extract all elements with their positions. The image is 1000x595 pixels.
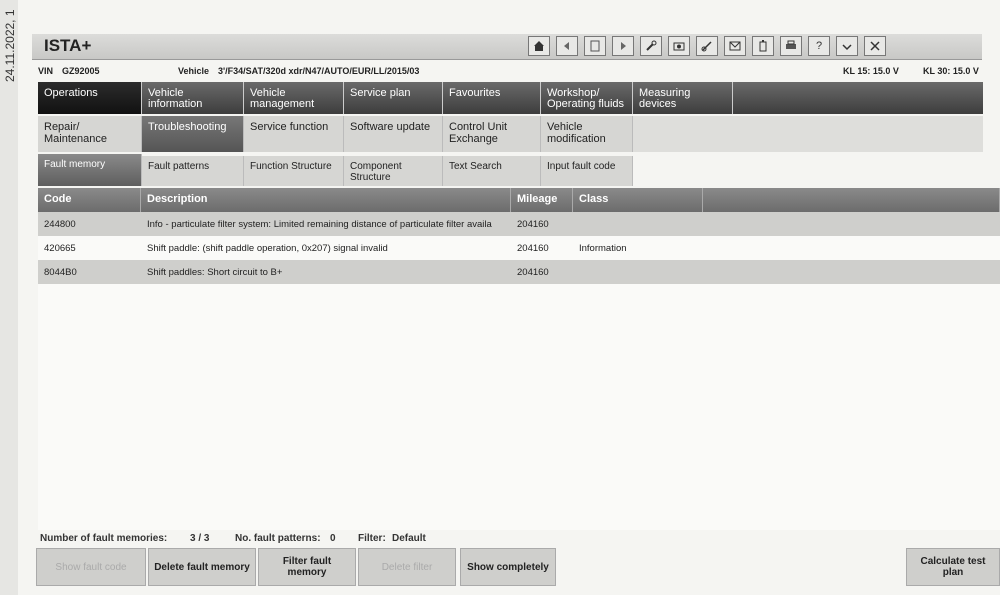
kl15-voltage: KL 15: 15.0 V — [843, 66, 899, 76]
wrench-icon[interactable] — [640, 36, 662, 56]
tab-workshop-operating-fluids[interactable]: Workshop/ Operating fluids — [541, 82, 633, 114]
email-icon[interactable] — [724, 36, 746, 56]
cell-mileage: 204160 — [517, 266, 549, 278]
tab-measuring-devices[interactable]: Measuring devices — [633, 82, 733, 114]
header-filler — [703, 188, 1000, 212]
cell-code: 244800 — [44, 218, 76, 230]
vehicle-value: 3'/F34/SAT/320d xdr/N47/AUTO/EUR/LL/2015/03 — [218, 66, 420, 76]
kl30-voltage: KL 30: 15.0 V — [923, 66, 979, 76]
tab-fault-memory[interactable]: Fault memory — [38, 154, 142, 186]
tab-control-unit-exchange[interactable]: Control Unit Exchange — [443, 116, 541, 152]
table-row[interactable] — [38, 236, 1000, 260]
vehicle-label: Vehicle — [178, 66, 210, 76]
filter-fault-memory-button[interactable]: Filter fault memory — [258, 548, 356, 586]
subnav-filler — [633, 116, 983, 152]
home-icon[interactable] — [528, 36, 550, 56]
cell-mileage: 204160 — [517, 242, 549, 254]
forward-icon[interactable] — [612, 36, 634, 56]
nav-filler — [733, 82, 983, 114]
tab-operations[interactable]: Operations — [38, 82, 142, 114]
vin-value: GZ92005 — [62, 66, 100, 76]
vin-label: VIN — [38, 66, 54, 76]
print-icon[interactable] — [780, 36, 802, 56]
tab-fault-patterns[interactable]: Fault patterns — [142, 156, 244, 186]
help-icon[interactable]: ? — [808, 36, 830, 56]
calculate-test-plan-button[interactable]: Calculate test plan — [906, 548, 1000, 586]
tab-input-fault-code[interactable]: Input fault code — [541, 156, 633, 186]
cell-description: Shift paddles: Short circuit to B+ — [147, 266, 283, 278]
header-mileage[interactable]: Mileage — [511, 188, 573, 212]
back-icon[interactable] — [556, 36, 578, 56]
ista-window — [18, 0, 1000, 595]
delete-filter-button[interactable]: Delete filter — [358, 548, 456, 586]
tab-vehicle-modification[interactable]: Vehicle modification — [541, 116, 633, 152]
tab-vehicle-information[interactable]: Vehicle information — [142, 82, 244, 114]
tab-service-function[interactable]: Service function — [244, 116, 344, 152]
delete-fault-memory-button[interactable]: Delete fault memory — [148, 548, 256, 586]
tab-repair-maintenance[interactable]: Repair/ Maintenance — [38, 116, 142, 152]
show-fault-code-button[interactable]: Show fault code — [36, 548, 146, 586]
document-icon[interactable] — [584, 36, 606, 56]
tab-favourites[interactable]: Favourites — [443, 82, 541, 114]
fault-patterns-label: No. fault patterns: — [235, 533, 321, 544]
connect-icon[interactable] — [696, 36, 718, 56]
tab-component-structure[interactable]: Component Structure — [344, 156, 443, 186]
fault-count-value: 3 / 3 — [190, 533, 210, 544]
tab-software-update[interactable]: Software update — [344, 116, 443, 152]
header-code[interactable]: Code — [38, 188, 141, 212]
filter-label: Filter: — [358, 533, 386, 544]
show-completely-button[interactable]: Show completely — [460, 548, 556, 586]
minimize-icon[interactable] — [836, 36, 858, 56]
fault-patterns-value: 0 — [330, 533, 336, 544]
cell-description: Info - particulate filter system: Limited remaining distance of particulate filter availa — [147, 218, 492, 230]
fault-count-label: Number of fault memories: — [40, 533, 168, 544]
main-nav — [38, 82, 983, 114]
cell-code: 8044B0 — [44, 266, 77, 278]
button-bar — [36, 548, 1000, 588]
side-date-stamp: 24.11.2022, 1 — [3, 9, 17, 82]
tab-text-search[interactable]: Text Search — [443, 156, 541, 186]
close-icon[interactable] — [864, 36, 886, 56]
table-row[interactable] — [38, 260, 1000, 284]
camera-icon[interactable] — [668, 36, 690, 56]
tab-vehicle-management[interactable]: Vehicle management — [244, 82, 344, 114]
filter-value: Default — [392, 533, 426, 544]
function-tabs — [38, 154, 983, 188]
tab-troubleshooting[interactable]: Troubleshooting — [142, 116, 244, 152]
battery-icon[interactable] — [752, 36, 774, 56]
header-class[interactable]: Class — [573, 188, 703, 212]
cell-code: 420665 — [44, 242, 76, 254]
toolbar — [528, 36, 886, 56]
tab-function-structure[interactable]: Function Structure — [244, 156, 344, 186]
tab-service-plan[interactable]: Service plan — [344, 82, 443, 114]
cell-description: Shift paddle: (shift paddle operation, 0x207) signal invalid — [147, 242, 388, 254]
cell-mileage: 204160 — [517, 218, 549, 230]
sub-nav — [38, 116, 983, 152]
header-description[interactable]: Description — [141, 188, 511, 212]
fault-table — [38, 188, 1000, 530]
app-title: ISTA+ — [44, 36, 92, 55]
cell-class: Information — [579, 242, 627, 254]
table-header — [38, 188, 1000, 212]
table-row[interactable] — [38, 212, 1000, 236]
